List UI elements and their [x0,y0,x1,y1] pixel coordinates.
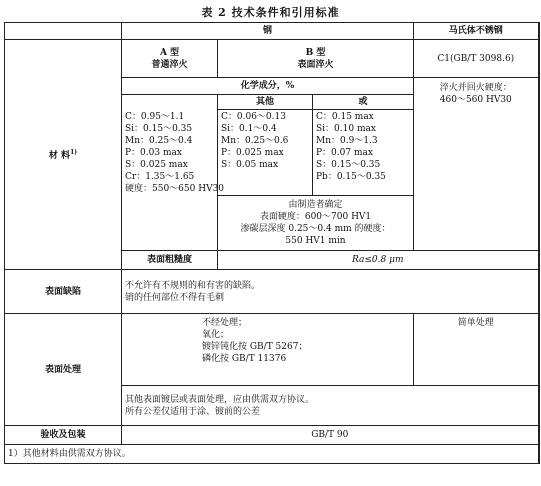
manufacturer-line: 由制造者确定 [288,200,343,210]
martensitic-std: C1(GB/T 3098.6) [414,40,539,78]
col-b-cell [218,110,313,196]
type-b-cell [218,40,414,78]
type-b-name: B 型 [305,47,326,58]
defects-label: 表面缺陷 [5,270,122,314]
col-c-line: Mn：0.9～1.3 [316,136,378,146]
steel-header: 钢 [122,23,414,40]
defects-line: 不允许有不规则的和有害的缺陷。 [125,280,261,291]
footnote-mark: 1) [70,149,78,156]
treatment-other-line: 其他表面镀层或表面处理，应由供需双方协议。 [125,394,315,405]
or-label: 或 [313,95,414,110]
other-label: 其他 [218,95,313,110]
table-title: 表 2 技术条件和引用标准 [201,6,340,19]
acceptance-value: GB/T 90 [122,426,539,445]
roughness-value: Ra≤0.8 μm [218,251,539,270]
col-c-line: Si：0.10 max [316,124,376,134]
col-c-line: S：0.15～0.35 [316,160,381,170]
material-label: 材 料 [48,151,71,161]
manufacturer-line: 渗碳层深度 0.25～0.4 mm 的硬度： [240,224,391,234]
chem-title: 化学成分，% [122,78,414,95]
empty-cell [5,40,122,270]
treatment-label: 表面处理 [5,314,122,426]
martensitic-hardness-cell [414,78,539,251]
tech-conditions-table [4,22,540,464]
col-a-line: Si：0.15～0.35 [125,124,193,134]
col-c-line: Pb：0.15～0.35 [316,172,386,182]
col-a-line: P：0.03 max [125,148,182,158]
treatment-other-cell [122,386,539,426]
col-a-line: C：0.95～1.1 [125,112,185,122]
defects-cell [122,270,539,314]
type-a-desc: 普通淬火 [151,59,188,70]
col-b-line: S：0.05 max [221,160,279,170]
treatment-cell [122,314,414,386]
acceptance-label: 验收及包装 [5,426,122,445]
col-a-cell [122,95,225,251]
col-a-line: 硬度：550～650 HV30 [125,184,225,194]
manufacturer-line: 550 HV1 min [285,236,346,246]
treatment-line: 不经处理； [202,318,248,328]
col-b-line: Mn：0.25～0.6 [221,136,289,146]
table-row [5,270,539,314]
col-a-line: S：0.025 max [125,160,188,170]
type-a-cell [122,40,218,78]
table-row [5,23,539,40]
martensitic-header: 马氏体不锈钢 [414,23,539,40]
manufacturer-cell [218,196,414,251]
col-b-line: P：0.025 max [221,148,284,158]
manufacturer-line: 表面硬度：600～700 HV1 [259,212,372,222]
type-a-name: A 型 [159,47,180,58]
col-a-line: Mn：0.25～0.4 [125,136,193,146]
table-row [5,314,539,386]
treatment-line: 磷化按 GB/T 11376 [202,354,287,364]
col-b-line: Si：0.1～0.4 [221,124,277,134]
table-row [5,40,539,78]
roughness-label: 表面粗糙度 [122,251,218,270]
table-row [5,445,539,464]
table-row [5,426,539,445]
martensitic-hardness-2: 460～560 HV30 [439,95,512,105]
simple-treatment: 简单处理 [414,314,539,386]
type-b-desc: 表面淬火 [297,59,334,70]
col-c-cell [313,110,414,196]
col-c-line: C：0.15 max [316,112,374,122]
treatment-line: 氧化； [202,330,230,340]
footnote: 1）其他材料由供需双方协议。 [5,445,539,464]
martensitic-hardness-1: 淬火并回火硬度： [439,83,512,93]
empty-cell [5,23,122,40]
treatment-line: 镀锌钝化按 GB/T 5267； [202,342,308,352]
col-c-line: P：0.07 max [316,148,373,158]
col-a-line: Cr：1.35～1.65 [125,172,195,182]
defects-line: 销的任何部位不得有毛刺 [125,292,225,303]
treatment-other-line: 所有公差仅适用于涂、镀前的公差 [125,406,261,417]
col-b-line: C：0.06～0.13 [221,112,286,122]
